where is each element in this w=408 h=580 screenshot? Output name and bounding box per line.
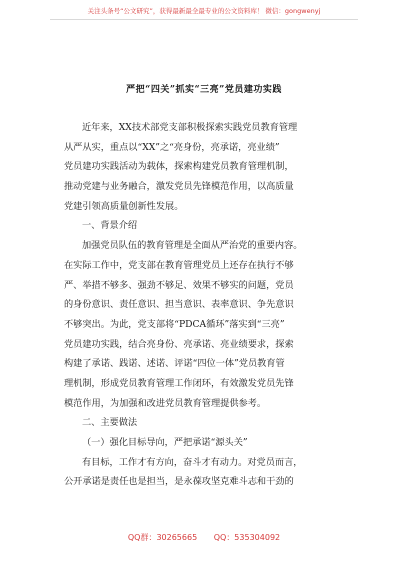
body-line: 公开承诺是责任也是担当，是永葆攻坚克难斗志和干劲的 <box>64 476 294 488</box>
body-line: 有目标，工作才有方向，奋斗才有动力。对党员而言， <box>82 456 303 468</box>
body-line: 从严从实，重点以“XX”之“亮身份，亮承诺，亮业绩” <box>64 141 280 153</box>
body-line: 构建了承诺、践诺、述诺、评诺“四位一体”党员教育管 <box>64 358 285 370</box>
body-line: 的身份意识、责任意识、担当意识、表率意识、争先意识 <box>64 299 294 311</box>
section-heading: 一、背景介绍 <box>82 220 138 232</box>
document-title: 严把“四关”抓实“三亮”党员建功实践 <box>126 85 282 95</box>
footer-contact <box>0 532 408 543</box>
footer-qq: QQ：535304092 <box>213 533 281 542</box>
body-line: 理机制，形成党员教育管理工作闭环，有效激发党员先锋 <box>64 377 294 389</box>
body-line: 不够突出。为此，党支部将“PDCA循环”落实到“三亮” <box>64 318 285 330</box>
body-line: 在实际工作中，党支部在教育管理党员上还存在执行不够 <box>64 259 294 271</box>
body-line: 模范作用，为加强和改进党员教育管理提供参考。 <box>64 397 267 409</box>
body-line: 加强党员队伍的教育管理是全面从严治党的重要内容。 <box>82 240 303 252</box>
subsection-heading: （一）强化目标导向，严把承诺“源头关” <box>82 437 248 448</box>
header-divider <box>50 19 358 20</box>
body-line: 推动党建与业务融合，激发党员先锋模范作用，以高质量 <box>64 181 294 193</box>
body-line: 近年来，XX技术部党支部积极探索实践党员教育管理 <box>82 122 298 133</box>
body-line: 党员建功实践活动为载体，探索构建党员教育管理机制， <box>64 161 294 173</box>
header-note: 关注头条号“公文研究”，获得最新最全最专业的公文资料库！ 微信：gongwenyj <box>87 7 321 15</box>
section-heading: 二、主要做法 <box>82 417 138 429</box>
body-line: 严、举措不够多、强劲不够足、效果不够实的问题，党员 <box>64 279 294 291</box>
document-body <box>64 118 346 492</box>
body-line: 党员建功实践，结合亮身份、亮承诺、亮业绩要求，探索 <box>64 338 294 350</box>
footer-qq-group: QQ群：30265665 <box>127 533 198 542</box>
body-line: 党建引领高质量创新性发展。 <box>64 200 184 212</box>
